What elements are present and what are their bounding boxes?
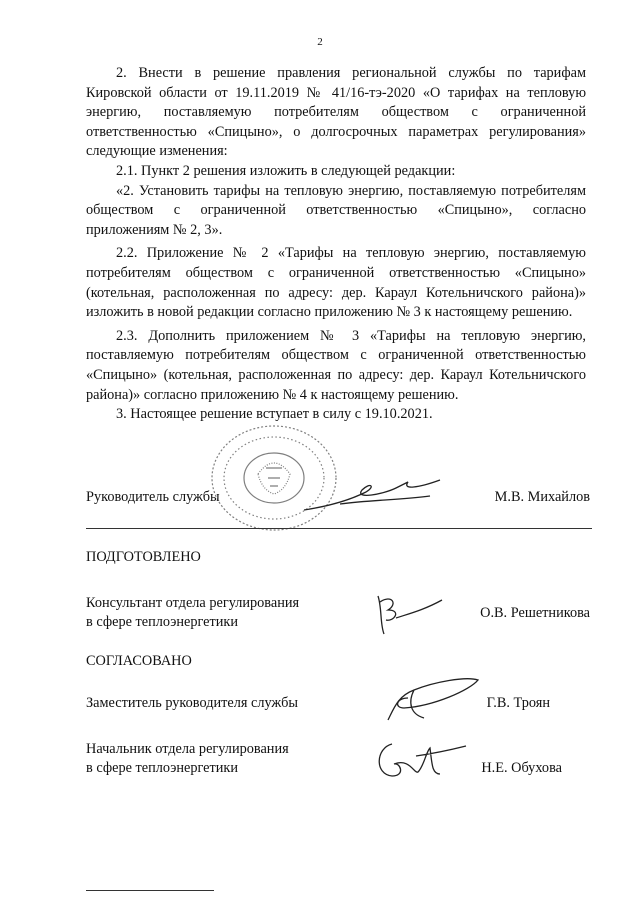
prepared-position-line1: Консультант отдела регулирования bbox=[86, 595, 300, 611]
section-divider bbox=[86, 528, 592, 529]
prepared-heading: ПОДГОТОВЛЕНО bbox=[86, 549, 201, 565]
footnote-divider bbox=[86, 890, 214, 891]
paragraph-item-2-quote: «2. Установить тарифы на тепловую энергию, поставляемую потребителям обществом с ограниченной ответственностью «Спицыно», согласно приложениям № 2, 3». bbox=[86, 182, 586, 238]
agreed-heading: СОГЛАСОВАНО bbox=[86, 653, 192, 669]
agreed-signer-1-position: Заместитель руководителя службы bbox=[86, 695, 299, 711]
paragraph-item-2-3: 2.3. Дополнить приложением № 3 «Тарифы на тепловую энергию, поставляемую потребителям обществом с ограниченной ответственностью «Спицыно» (котельная, расположенная по адресу: дер. Караул Котельничского района)» согласно приложению № 4 к настоящему решению. bbox=[86, 327, 586, 403]
agreed-signer-2-name: Н.Е. Обухова bbox=[481, 760, 562, 776]
paragraph-item-2: 2. Внести в решение правления региональной службы по тарифам Кировской области от 19.11.2019 № 41/16-тэ-2020 «О тарифах на тепловую энергию, поставляемую потребителям обществом с ограниченной ответственностью «Спицыно», о долгосрочных параметрах регулирования» следующие изменения: bbox=[86, 65, 586, 160]
prepared-signature-icon bbox=[368, 588, 448, 640]
page-number: 2 bbox=[317, 36, 323, 48]
agreed-signer-1-name: Г.В. Троян bbox=[486, 695, 550, 711]
head-title: Руководитель службы bbox=[86, 489, 220, 505]
prepared-position-line2: в сфере теплоэнергетики bbox=[86, 614, 239, 630]
prepared-name: О.В. Решетникова bbox=[480, 605, 590, 621]
agreed-signer-2-position-line1: Начальник отдела регулирования bbox=[86, 741, 289, 757]
head-name: М.В. Михайлов bbox=[494, 489, 590, 505]
agreed-signer-2-position-line2: в сфере теплоэнергетики bbox=[86, 760, 239, 776]
head-signature-icon bbox=[300, 470, 450, 520]
decision-body bbox=[86, 64, 586, 425]
paragraph-item-2-1: 2.1. Пункт 2 решения изложить в следующей редакции: bbox=[116, 162, 456, 179]
paragraph-item-2-2: 2.2. Приложение № 2 «Тарифы на тепловую энергию, поставляемую потребителям обществом с ограниченной ответственностью «Спицыно» (котельная, расположенная по адресу: дер. Караул Котельничского района)» изложить в новой редакции согласно приложению № 3 к настоящему решению. bbox=[86, 245, 586, 321]
paragraph-item-3: 3. Настоящее решение вступает в силу с 19.10.2021. bbox=[116, 406, 433, 423]
